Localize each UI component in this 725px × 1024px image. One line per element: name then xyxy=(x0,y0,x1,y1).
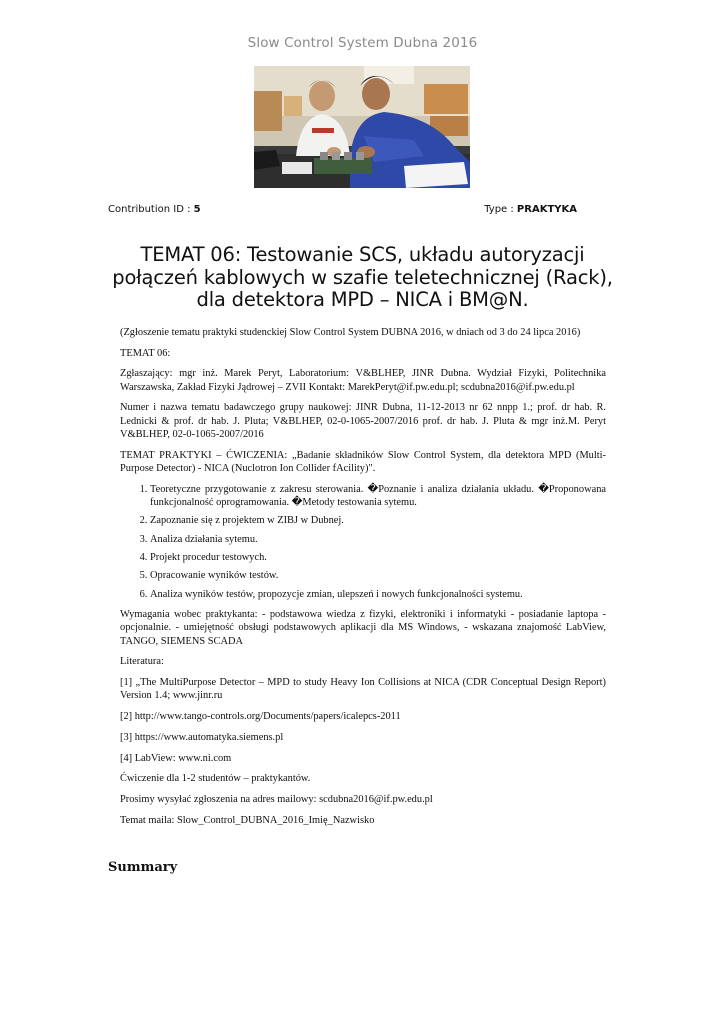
list-item: 5. Opracowanie wyników testów. xyxy=(150,569,606,582)
contribution-id xyxy=(108,204,201,215)
reference-2: [2] http://www.tango-controls.org/Documents/papers/icalepcs-2011 xyxy=(120,711,401,723)
page-title xyxy=(100,244,625,312)
list-item: 3. Analiza działania sytemu. xyxy=(150,533,606,546)
list-item: 6. Analiza wyników testów, propozycje zmian, ulepszeń i nowych funkcjonalności systemu. xyxy=(150,588,606,601)
list-item: 4. Projekt procedur testowych. xyxy=(150,551,606,564)
abstract-body xyxy=(120,326,606,834)
topic-paragraph: TEMAT 06: xyxy=(120,347,171,359)
title-line-1: TEMAT 06: Testowanie SCS, układu autoryzacji xyxy=(140,243,585,266)
contribution-type-label: Type : xyxy=(484,204,517,215)
title-line-3: dla detektora MPD – NICA i BM@N. xyxy=(196,288,529,311)
students-paragraph: Ćwiczenie dla 1-2 studentów – praktykantów. xyxy=(120,773,311,785)
reference-4: [4] LabView: www.ni.com xyxy=(120,752,232,764)
contribution-type-value: PRAKTYKA xyxy=(516,204,577,215)
list-item: 2. Zapoznanie się z projektem w ZIBJ w Dubnej. xyxy=(150,514,606,527)
research-group-paragraph: Numer i nazwa tematu badawczego grupy naukowej: JINR Dubna, 11-12-2013 nr 62 nnpp 1.; prof. dr hab. R. Lednicki & prof. dr hab. J. Pluta; V&BLHEP, 02-0-1065-2007/2016 prof. dr hab. J. Pluta & mgr inż.M. Peryt V&BLHEP, 02-0-1065-2007/2016 xyxy=(120,402,606,440)
requirements-paragraph: Wymagania wobec praktykanta: - podstawowa wiedza z fizyki, elektroniki i informatyki - posiadanie laptopa - opcjonalnie. - umiejętność obsługi podstawowych aplikacji dla MS Windows, - wskazana znajomość LabView, TANGO, SIEMENS SCADA xyxy=(120,609,606,647)
reference-1: [1] „The MultiPurpose Detector – MPD to study Heavy Ion Collisions at NICA (CDR Conceptual Design Report) Version 1.4; www.jinr.ru xyxy=(120,677,606,702)
summary-heading: Summary xyxy=(108,860,178,875)
reference-3: [3] https://www.automatyka.siemens.pl xyxy=(120,731,284,743)
contribution-id-label: Contribution ID : xyxy=(108,204,194,215)
steps-list xyxy=(120,483,606,602)
exercise-paragraph: TEMAT PRAKTYKI – ĆWICZENIA: „Badanie składników Slow Control System, dla detektora MPD (Multi-Purpose Detector) - NICA (Nuclotron Ion Collider fAcility)". xyxy=(120,449,606,474)
conference-title: Slow Control System Dubna 2016 xyxy=(247,35,478,51)
literature-label: Literatura: xyxy=(120,656,164,668)
list-item: 1. Teoretyczne przygotowanie z zakresu sterowania. �Poznanie i analiza działania układu. �Proponowana funkcjonalność oprogramowania. �Metody testowania sytemu. xyxy=(150,483,606,510)
contribution-type xyxy=(484,204,577,215)
apply-paragraph: Prosimy wysyłać zgłoszenia na adres mailowy: scdubna2016@if.pw.edu.pl xyxy=(120,793,433,805)
intro-paragraph: (Zgłoszenie tematu praktyki studenckiej Slow Control System DUBNA 2016, w dniach od 3 do 24 lipca 2016) xyxy=(120,327,581,338)
contribution-id-value: 5 xyxy=(193,204,201,215)
students-photo xyxy=(254,66,470,188)
title-line-2: połączeń kablowych w szafie teletechnicznej (Rack), xyxy=(112,265,613,289)
mail-subject-paragraph: Temat maila: Slow_Control_DUBNA_2016_Imię_Nazwisko xyxy=(120,814,375,826)
submitter-paragraph: Zgłaszający: mgr inż. Marek Peryt, Laboratorium: V&BLHEP, JINR Dubna. Wydział Fizyki, Politechnika Warszawska, Zakład Fizyki Jądrowej – ZVII Kontakt: MarekPeryt@if.pw.edu.pl; scdubna2016@if.pw.edu.pl xyxy=(120,368,606,393)
